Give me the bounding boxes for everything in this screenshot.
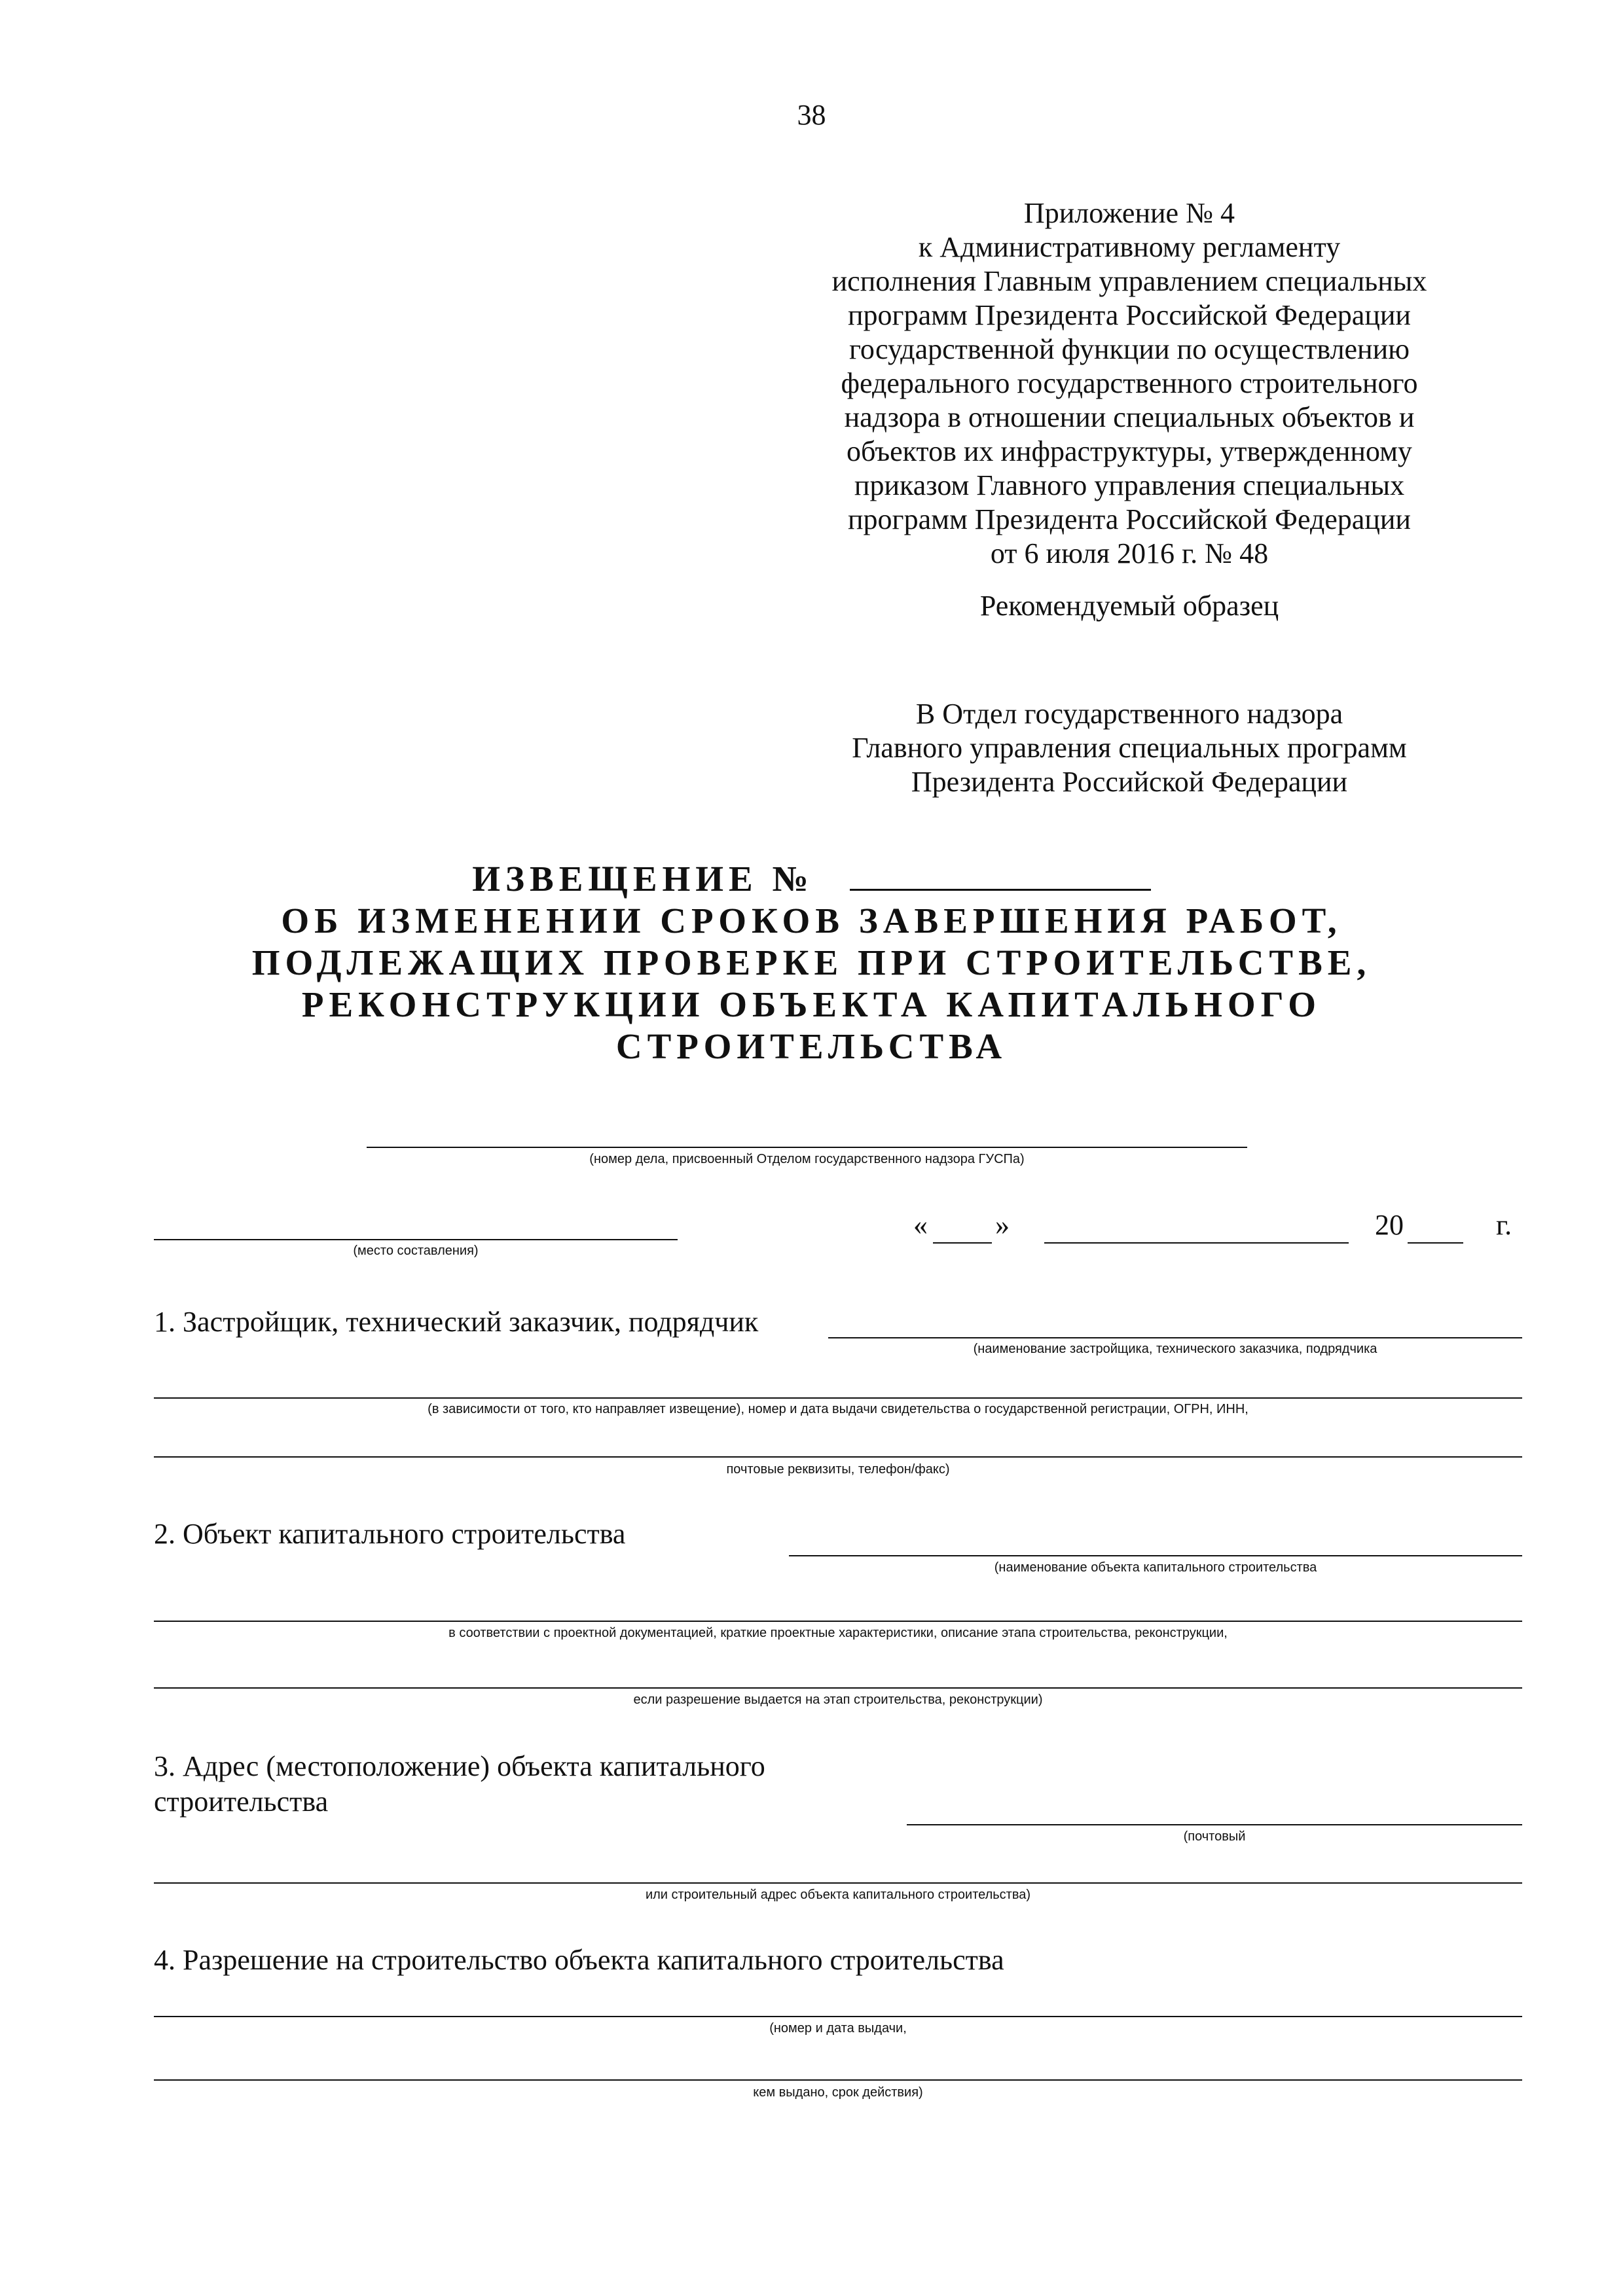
appendix-line: от 6 июля 2016 г. № 48 bbox=[990, 537, 1269, 569]
section-3-caption-2: или строительный адрес объекта капитального строительства) bbox=[645, 1888, 1031, 1902]
notice-label: ИЗВЕЩЕНИЕ № bbox=[472, 859, 814, 899]
section-2-caption-1: (наименование объекта капитального строительства bbox=[994, 1560, 1317, 1575]
date-year-field[interactable] bbox=[1408, 1242, 1463, 1244]
addressee-line: Главного управления специальных программ bbox=[852, 732, 1407, 764]
recommended-sample: Рекомендуемый образец bbox=[979, 590, 1279, 622]
date-year-prefix: 20 bbox=[1375, 1209, 1404, 1241]
date-month-field[interactable] bbox=[1044, 1242, 1349, 1244]
section-2-caption-2: в соответствии с проектной документацией, краткие проектные характеристики, описание этапа строительства, реконструкции, bbox=[448, 1626, 1228, 1640]
appendix-line: государственной функции по осуществлению bbox=[848, 333, 1410, 365]
appendix-line: приказом Главного управления специальных bbox=[854, 469, 1405, 501]
date-close-quote: » bbox=[995, 1209, 1010, 1241]
appendix-line: к Административному регламенту bbox=[918, 231, 1341, 263]
page-number: 38 bbox=[797, 99, 826, 131]
appendix-line: программ Президента Российской Федерации bbox=[848, 503, 1411, 535]
section-4-label: 4. Разрешение на строительство объекта капитального строительства bbox=[154, 1944, 1004, 1976]
section-1-caption-1: (наименование застройщика, технического заказчика, подрядчика bbox=[973, 1342, 1377, 1356]
section-1-caption-3: почтовые реквизиты, телефон/факс) bbox=[726, 1462, 950, 1477]
notice-number-field[interactable] bbox=[850, 857, 1151, 891]
addressee-block bbox=[753, 697, 1506, 799]
notice-number-row bbox=[0, 857, 1623, 900]
title-line: СТРОИТЕЛЬСТВА bbox=[615, 1026, 1008, 1066]
addressee-line: В Отдел государственного надзора bbox=[915, 698, 1343, 730]
case-number-field[interactable] bbox=[367, 1147, 1247, 1148]
title-line: ОБ ИЗМЕНЕНИИ СРОКОВ ЗАВЕРШЕНИЯ РАБОТ, bbox=[281, 901, 1342, 941]
section-4-field-2[interactable] bbox=[154, 2079, 1522, 2081]
section-1-caption-2: (в зависимости от того, кто направляет извещение), номер и дата выдачи свидетельства о государственной регистрации, ОГРН, ИНН, bbox=[428, 1402, 1249, 1416]
appendix-line: исполнения Главным управлением специальных bbox=[831, 265, 1427, 297]
section-4-caption-2: кем выдано, срок действия) bbox=[753, 2085, 923, 2100]
appendix-line: Приложение № 4 bbox=[1023, 197, 1235, 229]
section-2-field-2[interactable] bbox=[154, 1621, 1522, 1622]
section-1-field-3[interactable] bbox=[154, 1456, 1522, 1458]
appendix-line: федерального государственного строительного bbox=[841, 367, 1418, 399]
section-3-field-2[interactable] bbox=[154, 1882, 1522, 1884]
appendix-block bbox=[753, 196, 1506, 571]
appendix-line: объектов их инфраструктуры, утвержденному bbox=[847, 435, 1412, 467]
case-number-caption: (номер дела, присвоенный Отделом государственного надзора ГУСПа) bbox=[589, 1152, 1025, 1166]
date-day-field[interactable] bbox=[933, 1242, 992, 1244]
place-caption: (место составления) bbox=[353, 1244, 479, 1258]
title-line: ПОДЛЕЖАЩИХ ПРОВЕРКЕ ПРИ СТРОИТЕЛЬСТВЕ, bbox=[251, 942, 1372, 982]
section-3-caption-1: (почтовый bbox=[1183, 1829, 1246, 1844]
date-year-suffix: г. bbox=[1496, 1209, 1512, 1241]
addressee-line: Президента Российской Федерации bbox=[911, 766, 1348, 798]
section-4-caption-1: (номер и дата выдачи, bbox=[769, 2021, 907, 2036]
section-2-field-1[interactable] bbox=[789, 1555, 1522, 1556]
date-open-quote: « bbox=[913, 1209, 928, 1241]
section-2-field-3[interactable] bbox=[154, 1687, 1522, 1689]
appendix-line: программ Президента Российской Федерации bbox=[848, 299, 1411, 331]
section-2-label: 2. Объект капитального строительства bbox=[154, 1518, 626, 1550]
section-3-label-line-2: строительства bbox=[154, 1785, 329, 1818]
document-title bbox=[0, 857, 1623, 1067]
place-field[interactable] bbox=[154, 1239, 678, 1240]
section-1-field-2[interactable] bbox=[154, 1397, 1522, 1399]
title-line: РЕКОНСТРУКЦИИ ОБЪЕКТА КАПИТАЛЬНОГО bbox=[301, 984, 1322, 1024]
section-2-caption-3: если разрешение выдается на этап строительства, реконструкции) bbox=[633, 1693, 1043, 1707]
appendix-line: надзора в отношении специальных объектов и bbox=[844, 401, 1415, 433]
section-1-field-1[interactable] bbox=[828, 1337, 1522, 1338]
section-3-label-line-1: 3. Адрес (местоположение) объекта капитального bbox=[154, 1750, 765, 1782]
section-1-label: 1. Застройщик, технический заказчик, подрядчик bbox=[154, 1306, 759, 1338]
section-3-field-1[interactable] bbox=[907, 1824, 1522, 1825]
section-4-field-1[interactable] bbox=[154, 2016, 1522, 2017]
